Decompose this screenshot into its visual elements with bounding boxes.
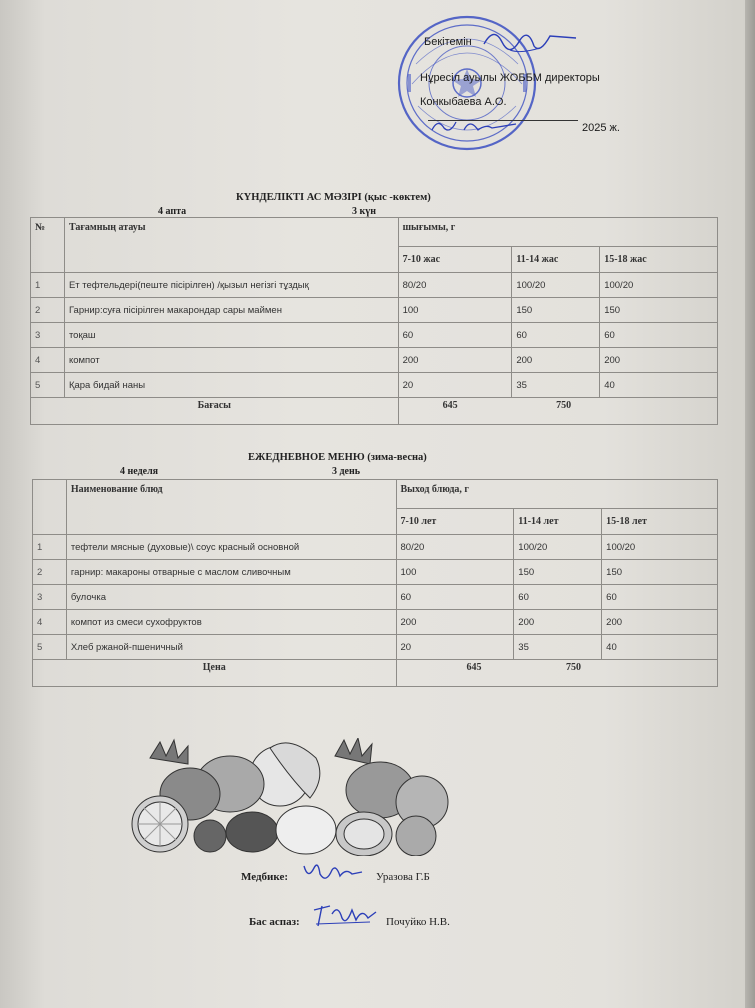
yield-15-18: 40 xyxy=(602,635,718,660)
ru-col-number xyxy=(33,480,67,535)
kz-age-3: 15-18 жас xyxy=(600,247,718,273)
yield-7-10: 80/20 xyxy=(396,535,514,560)
yield-11-14: 150 xyxy=(512,298,600,323)
page-edge xyxy=(745,0,755,1008)
dish-name: компот xyxy=(64,348,398,373)
yield-7-10: 60 xyxy=(398,323,512,348)
table-row xyxy=(31,348,718,373)
kz-age-1: 7-10 жас xyxy=(398,247,512,273)
kz-price-values xyxy=(398,398,717,425)
dish-name: Қара бидай наны xyxy=(64,373,398,398)
kz-col-dish-name: Тағамның атауы xyxy=(64,218,398,273)
yield-7-10: 20 xyxy=(398,373,512,398)
yield-15-18: 40 xyxy=(600,373,718,398)
yield-15-18: 100/20 xyxy=(600,273,718,298)
ru-menu-day: 3 день xyxy=(332,466,361,477)
kz-price-label: Бағасы xyxy=(31,398,399,425)
row-number: 5 xyxy=(33,635,67,660)
kz-price-2: 750 xyxy=(556,400,572,411)
dish-name: Гарнир:суға пісірілген макарондар сары маймен xyxy=(64,298,398,323)
row-number: 3 xyxy=(33,585,67,610)
yield-7-10: 200 xyxy=(398,348,512,373)
kz-menu-week: 4 апта xyxy=(158,206,187,217)
yield-7-10: 20 xyxy=(396,635,514,660)
kz-menu-day: 3 күн xyxy=(352,206,377,217)
ru-price-values xyxy=(396,660,717,687)
row-number: 2 xyxy=(31,298,65,323)
row-number: 5 xyxy=(31,373,65,398)
yield-11-14: 35 xyxy=(512,373,600,398)
nurse-signature-icon xyxy=(300,858,366,886)
yield-11-14: 100/20 xyxy=(514,535,602,560)
cook-signature-icon xyxy=(310,900,380,930)
ru-col-yield: Выход блюда, г xyxy=(396,480,717,509)
yield-7-10: 80/20 xyxy=(398,273,512,298)
cook-label: Бас аспаз: xyxy=(249,916,300,928)
kz-col-yield: шығымы, г xyxy=(398,218,717,247)
yield-15-18: 200 xyxy=(602,610,718,635)
date-handwriting-icon xyxy=(430,112,520,138)
row-number: 1 xyxy=(33,535,67,560)
dish-name: гарнир: макароны отварные с маслом сливочным xyxy=(66,560,396,585)
cook-name: Почуйко Н.В. xyxy=(386,916,450,928)
kz-price-1: 645 xyxy=(442,400,458,411)
yield-11-14: 200 xyxy=(512,348,600,373)
yield-15-18: 150 xyxy=(602,560,718,585)
dish-name: булочка xyxy=(66,585,396,610)
price-row xyxy=(31,398,718,425)
dish-name: Хлеб ржаной-пшеничный xyxy=(66,635,396,660)
table-row xyxy=(31,323,718,348)
table-row xyxy=(31,298,718,323)
yield-7-10: 200 xyxy=(396,610,514,635)
approval-date: 2025 ж. xyxy=(582,122,620,134)
table-row xyxy=(33,535,718,560)
yield-11-14: 60 xyxy=(514,585,602,610)
dish-name: тефтели мясные (духовые)\ соус красный основной xyxy=(66,535,396,560)
yield-15-18: 60 xyxy=(600,323,718,348)
table-row xyxy=(33,610,718,635)
price-row xyxy=(33,660,718,687)
yield-7-10: 100 xyxy=(396,560,514,585)
ru-menu-week: 4 неделя xyxy=(120,466,159,477)
yield-15-18: 150 xyxy=(600,298,718,323)
yield-11-14: 100/20 xyxy=(512,273,600,298)
yield-15-18: 100/20 xyxy=(602,535,718,560)
kz-menu-table xyxy=(30,217,718,425)
ru-price-2: 750 xyxy=(566,662,582,673)
nurse-name: Уразова Г.Б xyxy=(376,871,430,883)
nurse-label: Медбике: xyxy=(241,871,288,883)
row-number: 3 xyxy=(31,323,65,348)
table-row xyxy=(31,373,718,398)
ru-age-3: 15-18 лет xyxy=(602,509,718,535)
yield-11-14: 150 xyxy=(514,560,602,585)
director-signature-icon xyxy=(480,24,580,58)
approval-director-name: Конкыбаева А.О. xyxy=(420,96,507,108)
yield-7-10: 100 xyxy=(398,298,512,323)
ru-age-1: 7-10 лет xyxy=(396,509,514,535)
row-number: 1 xyxy=(31,273,65,298)
ru-menu-title: ЕЖЕДНЕВНОЕ МЕНЮ (зима-весна) xyxy=(248,452,427,463)
row-number: 4 xyxy=(33,610,67,635)
table-row xyxy=(33,585,718,610)
ru-price-1: 645 xyxy=(466,662,482,673)
ru-age-2: 11-14 лет xyxy=(514,509,602,535)
yield-11-14: 60 xyxy=(512,323,600,348)
kz-age-2: 11-14 жас xyxy=(512,247,600,273)
ru-price-label: Цена xyxy=(33,660,397,687)
table-row xyxy=(33,635,718,660)
row-number: 2 xyxy=(33,560,67,585)
yield-7-10: 60 xyxy=(396,585,514,610)
approval-title: Бекітемін xyxy=(424,36,472,48)
ru-menu-table xyxy=(32,479,718,687)
ru-col-dish-name: Наименование блюд xyxy=(66,480,396,535)
dish-name: Ет тефтельдері(пеште пісірілген) /қызыл негізгі тұздық xyxy=(64,273,398,298)
yield-11-14: 35 xyxy=(514,635,602,660)
yield-11-14: 200 xyxy=(514,610,602,635)
approval-position: Нұресіл ауылы ЖОББМ директоры xyxy=(420,72,600,84)
table-row xyxy=(31,273,718,298)
row-number: 4 xyxy=(31,348,65,373)
yield-15-18: 60 xyxy=(602,585,718,610)
table-row xyxy=(33,560,718,585)
dish-name: компот из смеси сухофруктов xyxy=(66,610,396,635)
dish-name: тоқаш xyxy=(64,323,398,348)
kz-menu-title: КҮНДЕЛІКТІ АС МӘЗІРІ (қыс -көктем) xyxy=(236,192,431,203)
kz-col-number: № xyxy=(31,218,65,273)
fruit-illustration-icon xyxy=(130,738,460,856)
yield-15-18: 200 xyxy=(600,348,718,373)
